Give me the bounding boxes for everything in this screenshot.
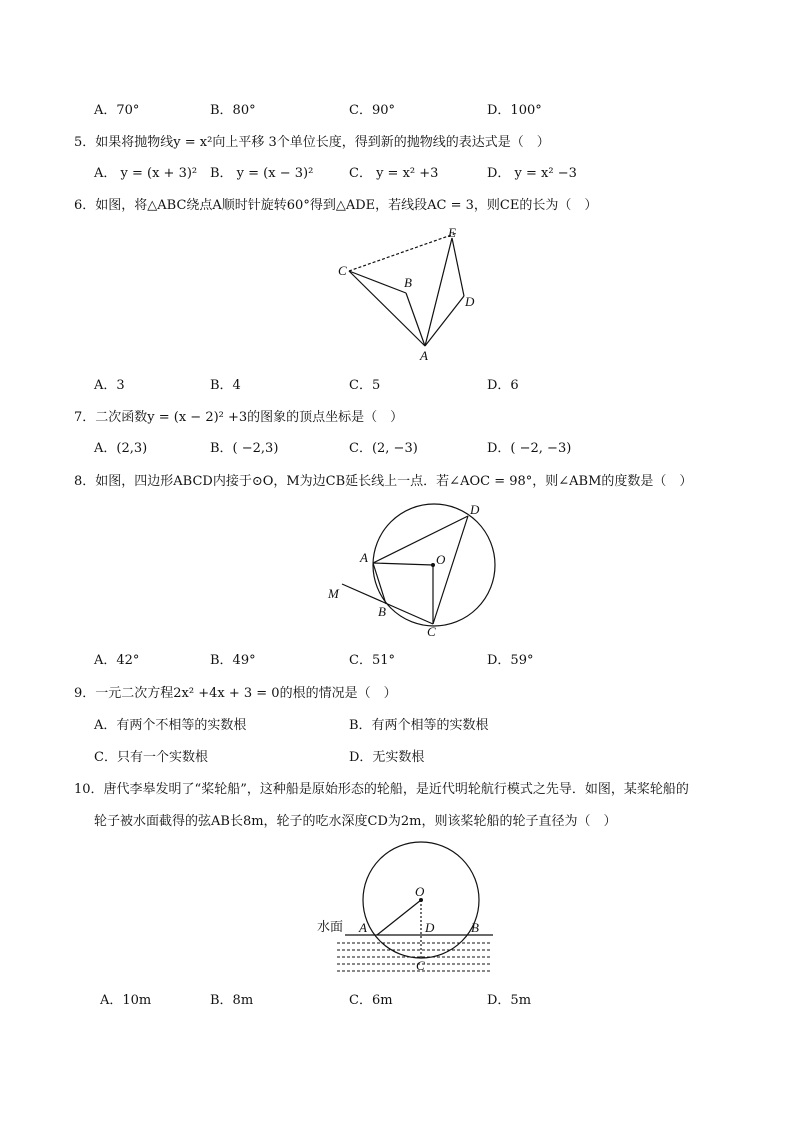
q10-water-hatching [337,943,490,971]
q8-option-c: C．51° [349,653,395,668]
q8-label-o: O [436,552,446,567]
q9-option-b: B．有两个相等的实数根 [349,718,489,733]
q8-segment-mc [342,584,433,624]
q7-option-a: A．(2,3) [94,441,148,456]
q8-circle-figure [320,500,510,645]
q10-label-c: C [416,958,425,973]
q9-option-c: C．只有一个实数根 [94,750,208,765]
q10-label-water: 水面 [317,919,344,934]
q6-option-d: D．6 [487,378,519,393]
q10-question-line-1: 10．唐代李皋发明了“桨轮船”，这种船是原始形态的轮船，是近代明轮航行模式之先导．如图，某桨轮船的 [74,782,689,797]
q6-option-c: C．5 [349,378,381,393]
q6-segment-ed [452,238,464,296]
q10-question-line-2: 轮子被水面截得的弦AB长8m，轮子的吃水深度CD为2m，则该桨轮船的轮子直径为（ ） [94,814,617,829]
q10-segment-ao [377,900,421,935]
q8-segment-ad [373,516,468,563]
q9-question: 9．一元二次方程2x² +4x + 3 = 0的根的情况是（ ） [74,686,397,701]
q6-segment-cb [349,271,406,293]
q8-label-d: D [470,502,480,517]
q10-option-d: D．5m [487,993,532,1008]
q9-option-a: A．有两个不相等的实数根 [94,718,247,733]
q4-option-c: C．90° [349,103,395,118]
q10-label-a: A [359,920,367,935]
q6-segment-ca [349,271,425,346]
q8-segment-ao [373,563,433,565]
q5-question: 5．如果将抛物线y = x²向上平移 3个单位长度，得到新的抛物线的表达式是（ ） [74,135,550,150]
q10-option-c: C．6m [349,993,393,1008]
q8-label-m: M [328,586,339,601]
q6-segment-ba [406,293,425,346]
q7-option-d: D．( −2, −3) [487,441,572,456]
q6-label-c: C [338,263,347,278]
q5-option-d: D． y = x² −3 [487,166,577,181]
q4-option-d: D．100° [487,103,542,118]
q8-label-c: C [427,624,436,639]
q6-label-a: A [420,348,428,363]
q6-segment-ae [425,238,452,346]
q6-segment-ce [349,233,457,271]
q4-option-a: A．70° [94,103,140,118]
q7-question: 7．二次函数y = (x − 2)² +3的图象的顶点坐标是（ ） [74,410,404,425]
q8-segment-dc [433,516,468,624]
q6-option-b: B．4 [210,378,241,393]
q6-rotation-figure [330,222,490,367]
q6-label-e: E [448,225,456,240]
q8-option-a: A．42° [94,653,140,668]
q7-option-b: B．( −2,3) [210,441,279,456]
q5-option-c: C． y = x² +3 [349,166,439,181]
q6-label-b: B [404,275,412,290]
q10-option-a: A．10m [100,993,152,1008]
q7-option-c: C．(2, −3) [349,441,418,456]
q6-option-a: A．3 [94,378,125,393]
q8-label-b: B [378,604,386,619]
q10-option-b: B．8m [210,993,254,1008]
q10-label-b: B [471,920,479,935]
q10-label-d: D [425,920,435,935]
q10-paddle-wheel-figure [315,832,505,977]
q9-option-d: D．无实数根 [349,750,425,765]
q8-center-point [431,563,435,567]
q8-option-b: B．49° [210,653,256,668]
q10-label-o: O [415,884,425,899]
q6-question: 6．如图，将△ABC绕点A顺时针旋转60°得到△ADE，若线段AC = 3，则CE的长为（ ） [74,198,598,213]
q6-label-d: D [465,294,475,309]
q8-label-a: A [360,550,368,565]
q4-option-b: B．80° [210,103,256,118]
q8-question: 8．如图，四边形ABCD内接于⊙O，M为边CB延长线上一点．若∠AOC = 98°，则∠ABM的度数是（ ） [74,474,693,489]
q8-option-d: D．59° [487,653,534,668]
q5-option-a: A． y = (x + 3)² [94,166,198,181]
q5-option-b: B． y = (x − 3)² [210,166,314,181]
